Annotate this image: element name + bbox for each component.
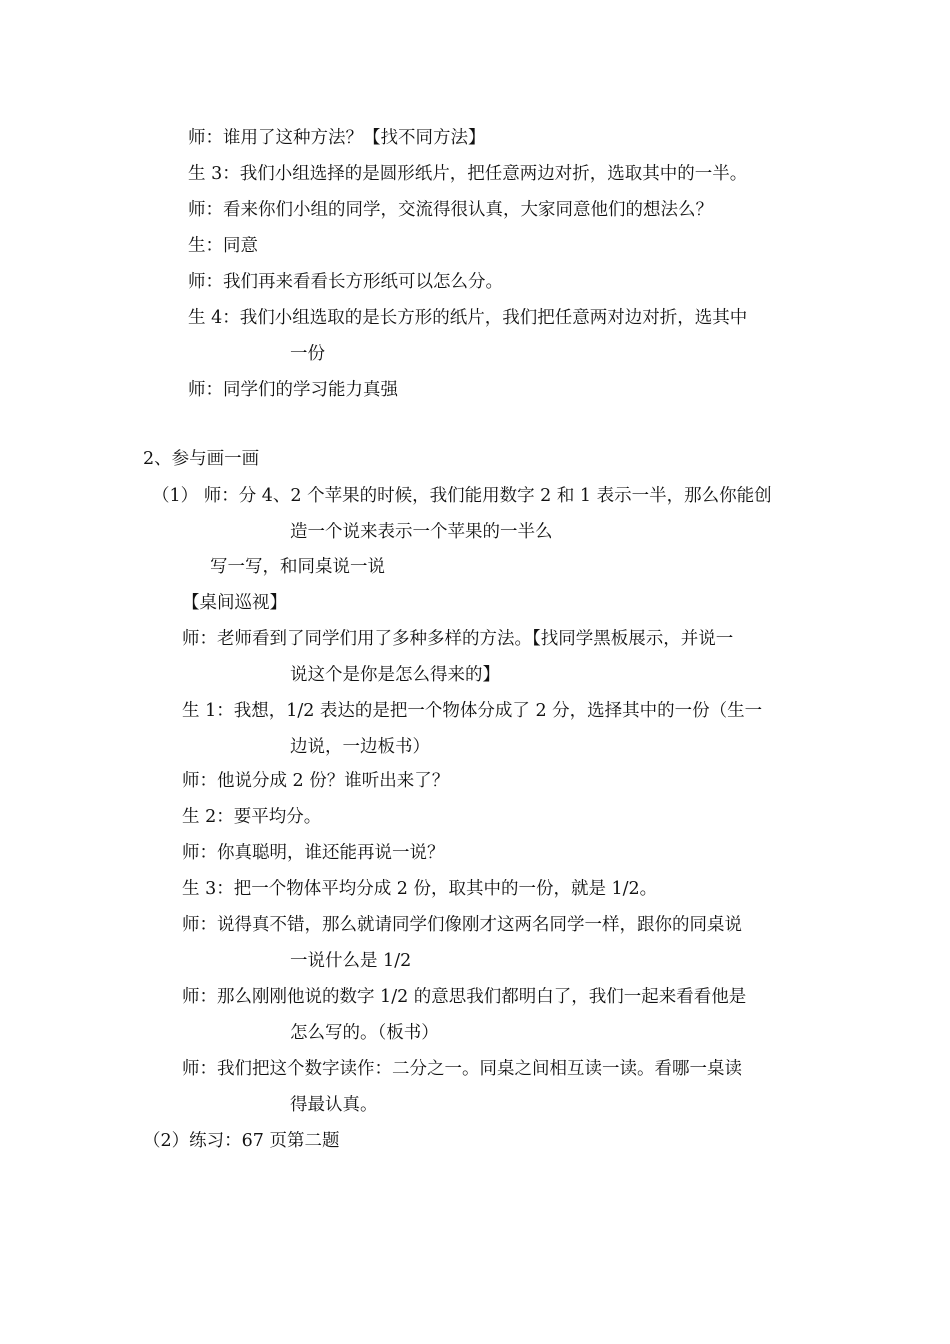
dialogue-continuation: 边说，一边板书） bbox=[290, 737, 430, 757]
dialogue-line: 生 3：我们小组选择的是圆形纸片，把任意两边对折，选取其中的一半。 bbox=[188, 164, 748, 184]
dialogue-continuation: 造一个说来表示一个苹果的一半么 bbox=[290, 522, 553, 542]
stage-note: 【桌间巡视】 bbox=[182, 593, 287, 613]
instruction-line: 写一写，和同桌说一说 bbox=[210, 557, 385, 577]
dialogue-line: 师：说得真不错，那么就请同学们像刚才这两名同学一样，跟你的同桌说 bbox=[182, 915, 742, 935]
dialogue-line: 师：我们把这个数字读作：二分之一。同桌之间相互读一读。看哪一桌读 bbox=[182, 1059, 742, 1079]
dialogue-line: 师：他说分成 2 份？谁听出来了？ bbox=[182, 771, 450, 791]
dialogue-line: 师：谁用了这种方法？【找不同方法】 bbox=[188, 128, 486, 148]
dialogue-line: 师：同学们的学习能力真强 bbox=[188, 380, 398, 400]
dialogue-line: 师：你真聪明，谁还能再说一说？ bbox=[182, 843, 445, 863]
dialogue-continuation: 一说什么是 1/2 bbox=[290, 951, 412, 971]
dialogue-line: 师：看来你们小组的同学，交流得很认真，大家同意他们的想法么？ bbox=[188, 200, 713, 220]
dialogue-line: 师：我们再来看看长方形纸可以怎么分。 bbox=[188, 272, 503, 292]
dialogue-line: 生 4：我们小组选取的是长方形的纸片，我们把任意两对边对折，选其中 bbox=[188, 308, 748, 328]
dialogue-continuation: 怎么写的。（板书） bbox=[290, 1023, 439, 1043]
dialogue-line: 生 2：要平均分。 bbox=[182, 807, 322, 827]
dialogue-line: 师：那么刚刚他说的数字 1/2 的意思我们都明白了，我们一起来看看他是 bbox=[182, 987, 747, 1007]
section-heading: 2、参与画一画 bbox=[143, 449, 260, 469]
dialogue-line: 生 3：把一个物体平均分成 2 份，取其中的一份，就是 1/2。 bbox=[182, 879, 658, 899]
exercise-line: （2）练习：67 页第二题 bbox=[143, 1131, 340, 1151]
dialogue-line: 生：同意 bbox=[188, 236, 258, 256]
dialogue-line: 生 1：我想，1/2 表达的是把一个物体分成了 2 分，选择其中的一份（生一 bbox=[182, 701, 763, 721]
dialogue-line: （1） 师：分 4、2 个苹果的时候，我们能用数字 2 和 1 表示一半，那么你能创 bbox=[152, 486, 772, 506]
dialogue-continuation: 得最认真。 bbox=[290, 1095, 378, 1115]
dialogue-line: 师：老师看到了同学们用了多种多样的方法。【找同学黑板展示，并说一 bbox=[182, 629, 734, 649]
dialogue-continuation: 一份 bbox=[290, 344, 325, 364]
dialogue-continuation: 说这个是你是怎么得来的】 bbox=[290, 665, 500, 685]
